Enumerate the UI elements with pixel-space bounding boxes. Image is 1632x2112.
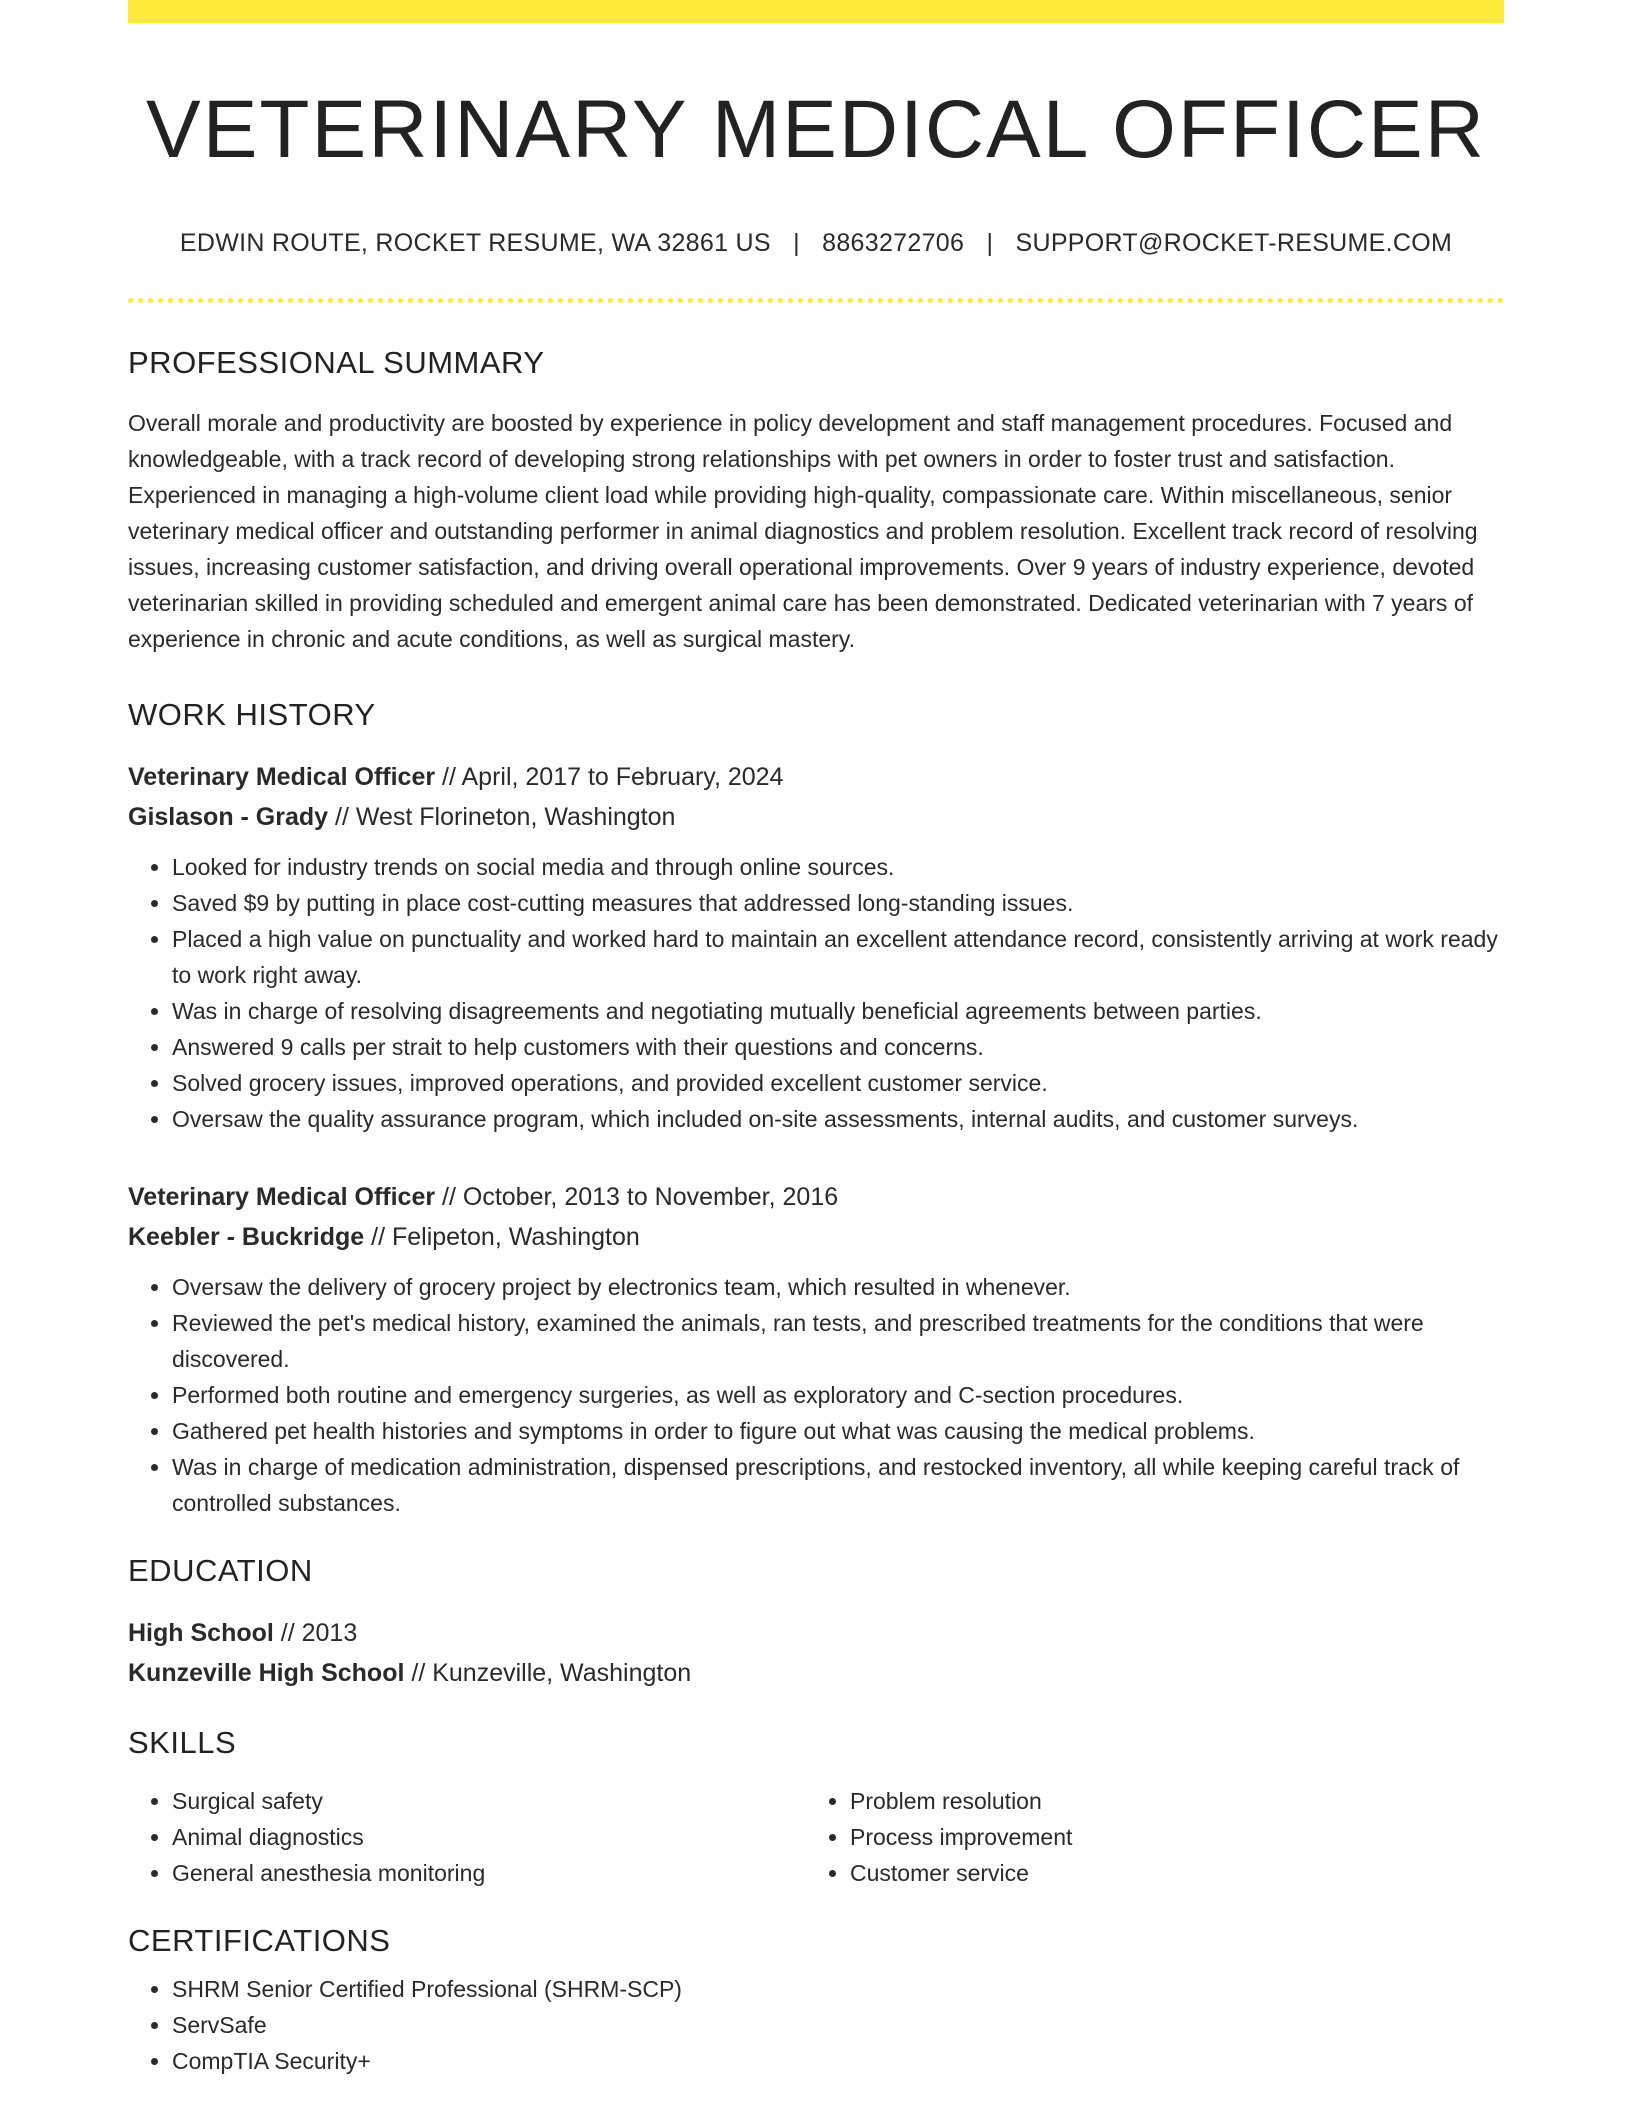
- education-year: // 2013: [273, 1619, 358, 1648]
- job-dates: // October, 2013 to November, 2016: [435, 1183, 839, 1212]
- contact-line: [128, 229, 1504, 258]
- job-title: Veterinary Medical Officer: [128, 763, 436, 792]
- contact-phone: 8863272706: [822, 229, 965, 258]
- contact-separator: |: [793, 229, 800, 258]
- skills-heading: SKILLS: [128, 1725, 237, 1761]
- list-item: • Oversaw the delivery of grocery project by electronics team, which resulted in whenever.: [172, 1269, 1504, 1305]
- job-bullet-list: [128, 849, 1504, 1137]
- job-company: Gislason - Grady: [128, 803, 329, 832]
- list-item: • Animal diagnostics: [172, 1819, 806, 1855]
- job-bullet-list: [128, 1269, 1504, 1521]
- list-item: • Reviewed the pet's medical history, examined the animals, ran tests, and prescribed treatments for the conditions that were discovered.: [172, 1305, 1504, 1377]
- job-location: // West Florineton, Washington: [328, 803, 676, 832]
- dotted-divider: [128, 298, 1504, 303]
- skills-right-list: [806, 1783, 1484, 1891]
- job-title-line: [128, 757, 1504, 797]
- summary-text: Overall morale and productivity are boosted by experience in policy development and staff management procedures. Focused and knowledgeable, with a track record of developing strong relationships with pet owners in order to foster trust and satisfaction. Experienced in managing a high-volume client load while providing high-quality, compassionate care. Within miscellaneous, senior veterinary medical officer and outstanding performer in animal diagnostics and problem resolution. Excellent track record of resolving issues, increasing customer satisfaction, and driving overall operational improvements. Over 9 years of industry experience, devoted veterinarian skilled in providing scheduled and emergent animal care has been demonstrated. Dedicated veterinarian with 7 years of experience in chronic and acute conditions, as well as surgical mastery.: [128, 410, 1478, 653]
- resume-page: [128, 0, 1504, 2079]
- list-item: • Process improvement: [850, 1819, 1484, 1855]
- summary-heading: PROFESSIONAL SUMMARY: [128, 345, 545, 381]
- education-heading: EDUCATION: [128, 1553, 313, 1589]
- list-item: • Was in charge of resolving disagreements and negotiating mutually beneficial agreements between parties.: [172, 993, 1504, 1029]
- skills-grid: [128, 1783, 1504, 1891]
- work-history-heading: WORK HISTORY: [128, 697, 376, 733]
- list-item: • Saved $9 by putting in place cost-cutting measures that addressed long-standing issues.: [172, 885, 1504, 921]
- education-school-line: [128, 1653, 1504, 1693]
- certifications-heading: CERTIFICATIONS: [128, 1923, 391, 1959]
- skills-left-list: [128, 1783, 806, 1891]
- job-entry: [128, 757, 1504, 1137]
- list-item: • Performed both routine and emergency surgeries, as well as exploratory and C-section procedures.: [172, 1377, 1504, 1413]
- job-company-line: [128, 1217, 1504, 1257]
- list-item: • Placed a high value on punctuality and worked hard to maintain an excellent attendance record, consistently arriving at work ready to work right away.: [172, 921, 1504, 993]
- education-degree: High School: [128, 1619, 274, 1648]
- contact-address: EDWIN ROUTE, ROCKET RESUME, WA 32861 US: [179, 229, 771, 258]
- job-title-line: [128, 1177, 1504, 1217]
- list-item: • SHRM Senior Certified Professional (SHRM-SCP): [172, 1971, 1504, 2007]
- education-degree-line: [128, 1613, 1504, 1653]
- list-item: • Customer service: [850, 1855, 1484, 1891]
- list-item: • Surgical safety: [172, 1783, 806, 1819]
- education-location: // Kunzeville, Washington: [404, 1659, 692, 1688]
- accent-top-bar: [128, 0, 1504, 23]
- certifications-list: [128, 1971, 1504, 2079]
- job-company-line: [128, 797, 1504, 837]
- education-school: Kunzeville High School: [128, 1659, 405, 1688]
- list-item: • Answered 9 calls per strait to help customers with their questions and concerns.: [172, 1029, 1504, 1065]
- list-item: • Problem resolution: [850, 1783, 1484, 1819]
- list-item: • Looked for industry trends on social media and through online sources.: [172, 849, 1504, 885]
- list-item: • ServSafe: [172, 2007, 1504, 2043]
- list-item: • Was in charge of medication administration, dispensed prescriptions, and restocked inventory, all while keeping careful track of controlled substances.: [172, 1449, 1504, 1521]
- job-title: Veterinary Medical Officer: [128, 1183, 436, 1212]
- resume-title: VETERINARY MEDICAL OFFICER: [146, 84, 1486, 175]
- job-dates: // April, 2017 to February, 2024: [435, 763, 784, 792]
- list-item: • CompTIA Security+: [172, 2043, 1504, 2079]
- list-item: • General anesthesia monitoring: [172, 1855, 806, 1891]
- contact-email: SUPPORT@ROCKET-RESUME.COM: [1015, 229, 1453, 258]
- job-entry: [128, 1177, 1504, 1521]
- education-entry: [128, 1613, 1504, 1693]
- contact-separator: |: [986, 229, 994, 258]
- job-company: Keebler - Buckridge: [128, 1223, 365, 1252]
- list-item: • Gathered pet health histories and symptoms in order to figure out what was causing the medical problems.: [172, 1413, 1504, 1449]
- job-location: // Felipeton, Washington: [364, 1223, 640, 1252]
- list-item: • Oversaw the quality assurance program, which included on-site assessments, internal audits, and customer surveys.: [172, 1101, 1504, 1137]
- list-item: • Solved grocery issues, improved operations, and provided excellent customer service.: [172, 1065, 1504, 1101]
